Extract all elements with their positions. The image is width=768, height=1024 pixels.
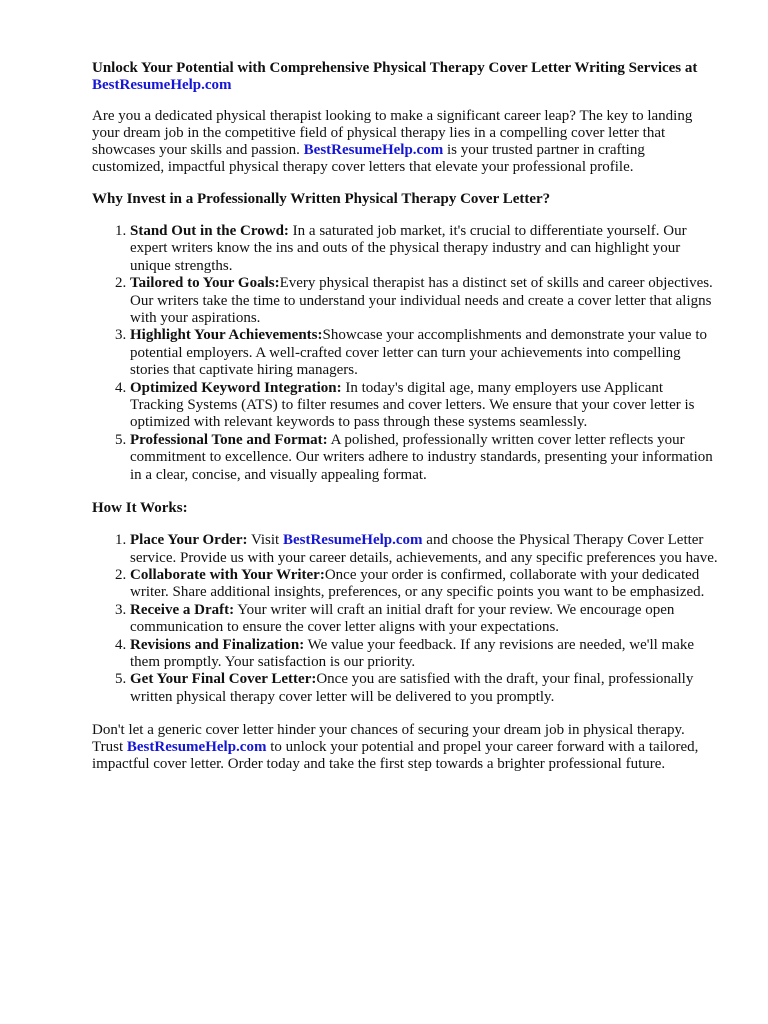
how-heading: How It Works: [92, 500, 188, 517]
list-item [130, 327, 720, 379]
list-item [130, 602, 720, 637]
list-item [130, 532, 720, 567]
list-item-bold: Collaborate with Your Writer: [130, 566, 325, 583]
list-item-bold: Receive a Draft: [130, 601, 235, 618]
list-item-text: Your writer will craft an initial draft for your review. We encourage open communication to ensure the cover letter aligns with your expectations. [130, 601, 675, 636]
list-item [130, 671, 720, 706]
list-item-bold: Optimized Keyword Integration: [130, 379, 342, 396]
list-item-bold: Stand Out in the Crowd: [130, 223, 289, 239]
intro-text-before: Are you a dedicated physical therapist looking to make a significant career leap? The key to landing your dream job in the competitive field of physical therapy lies in a compelling cover letter that showcases your skills and passion. [92, 108, 693, 158]
list-item-text: Every physical therapist has a distinct set of skills and career objectives. Our writers take the time to understand your individual needs and create a cover letter that aligns with your aspirations. [130, 275, 713, 327]
list-item [130, 432, 720, 484]
title-text: Unlock Your Potential with Comprehensive Physical Therapy Cover Letter Writing Services at [92, 60, 698, 76]
document-title [92, 60, 732, 94]
closing-text-before: Don't let a generic cover letter hinder your chances of securing your dream job in physical therapy. Trust [92, 722, 685, 756]
list-item-text: Showcase your accomplishments and demonstrate your value to potential employers. A well-crafted cover letter can turn your achievements into compelling stories that captivate hiring managers. [130, 327, 708, 379]
list-item-bold: Place Your Order: [130, 532, 248, 549]
list-item-text: In today's digital age, many employers use Applicant Tracking Systems (ATS) to filter resumes and cover letters. We ensure that your cover letter is optimized with relevant keywords to pass through these systems seamlessly. [130, 379, 695, 431]
intro-paragraph [92, 108, 718, 176]
list-item-text: Once you are satisfied with the draft, your final, professionally written physical therapy cover letter will be delivered to you promptly. [130, 671, 694, 705]
list-item-bold: Professional Tone and Format: [130, 431, 328, 448]
list-item-bold: Tailored to Your Goals: [130, 275, 280, 292]
list-item-bold: Revisions and Finalization: [130, 636, 305, 653]
intro-link[interactable]: BestResumeHelp.com [303, 142, 444, 158]
list-item-text: A polished, professionally written cover letter reflects your commitment to excellence. Our writers adhere to industry standards, presenting your information in a clear, concise, and visually appealing format. [130, 431, 713, 483]
closing-text-after: to unlock your potential and propel your career forward with a tailored, impactful cover letter. Order today and take the first step towards a brighter professional future. [92, 739, 699, 773]
list-item [130, 567, 720, 602]
closing-link[interactable]: BestResumeHelp.com [126, 739, 267, 756]
how-link[interactable]: BestResumeHelp.com [282, 532, 423, 549]
closing-paragraph [92, 722, 718, 773]
list-item-bold: Highlight Your Achievements: [130, 327, 323, 344]
why-list [92, 223, 720, 484]
list-item-bold: Get Your Final Cover Letter: [130, 671, 317, 688]
list-item [130, 637, 720, 672]
list-item-text-after: and choose the Physical Therapy Cover Letter service. Provide us with your career details, achievements, and any specific preferences you have. [130, 532, 718, 566]
list-item-text-before: Visit [247, 532, 283, 549]
list-item [130, 380, 720, 432]
list-item-text: In a saturated job market, it's crucial to differentiate yourself. Our expert writers know the ins and outs of the physical therapy industry and can highlight your unique strengths. [130, 223, 687, 274]
why-heading: Why Invest in a Professionally Written Physical Therapy Cover Letter? [92, 191, 551, 207]
intro-text-after: is your trusted partner in crafting customized, impactful physical therapy cover letters that elevate your professional profile. [92, 142, 645, 175]
how-list [92, 532, 720, 706]
list-item-text: We value your feedback. If any revisions are needed, we'll make them promptly. Your satisfaction is our priority. [130, 636, 695, 670]
list-item [130, 275, 720, 327]
list-item [130, 223, 720, 275]
list-item-text: Once your order is confirmed, collaborate with your dedicated writer. Share additional insights, preferences, or any specific points you want to be emphasized. [130, 566, 705, 601]
title-link[interactable]: BestResumeHelp.com [92, 77, 232, 93]
